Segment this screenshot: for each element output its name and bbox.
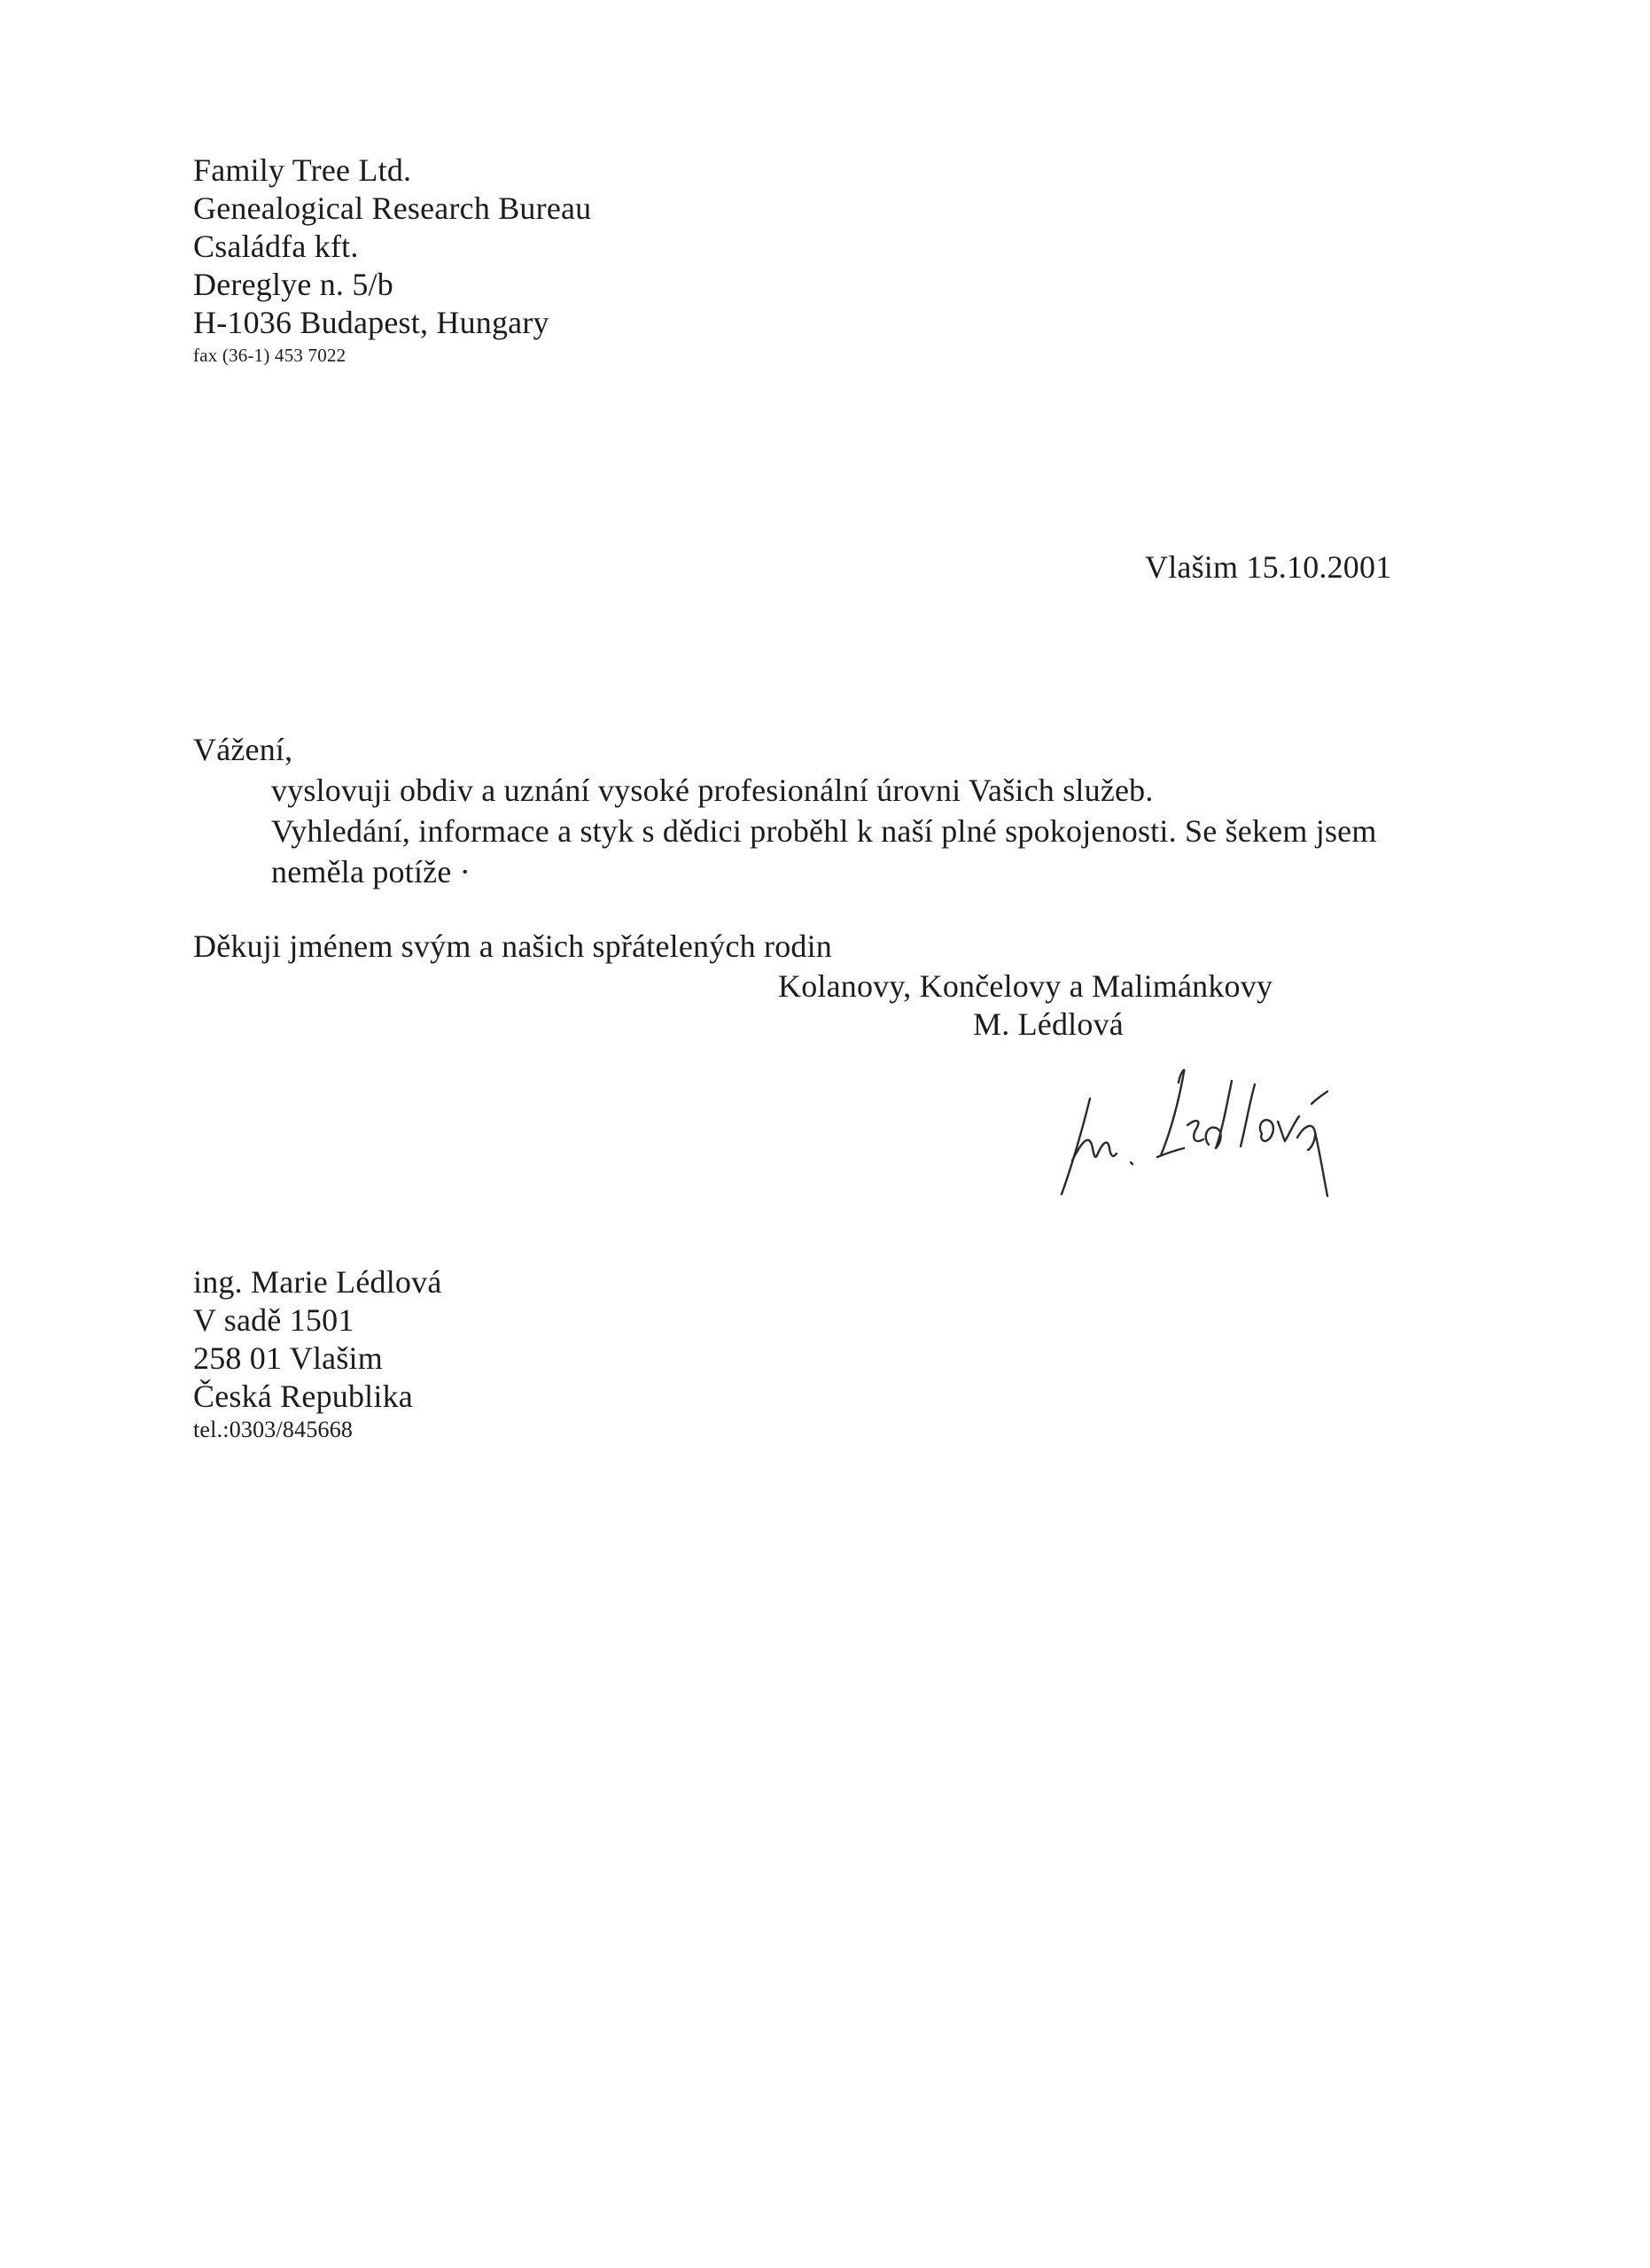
sender-line-hungarian-name: Családfa kft. bbox=[193, 229, 359, 264]
sender-fax: fax (36-1) 453 7022 bbox=[193, 345, 346, 366]
recipient-street: V sadě 1501 bbox=[193, 1302, 354, 1338]
signed-name: M. Lédlová bbox=[973, 1006, 1124, 1042]
sender-line-company: Family Tree Ltd. bbox=[193, 152, 412, 188]
handwritten-signature bbox=[1046, 1063, 1347, 1205]
thanks-line: Děkuji jménem svým a našich spřátelených rodin bbox=[193, 928, 833, 964]
paragraph-1: vyslovuji obdiv a uznání vysoké profesionální úrovni Vašich služeb. bbox=[271, 773, 1154, 808]
salutation: Vážení, bbox=[193, 732, 293, 767]
recipient-phone: tel.:0303/845668 bbox=[193, 1417, 354, 1442]
families-line: Kolanovy, Končelovy a Malimánkovy bbox=[778, 968, 1273, 1004]
recipient-name: ing. Marie Lédlová bbox=[193, 1264, 442, 1300]
sender-line-street: Dereglye n. 5/b bbox=[193, 267, 393, 302]
paragraph-2-line-1: Vyhledání, informace a styk s dědici proběhl k naší plné spokojenosti. Se šekem jsem bbox=[271, 813, 1377, 849]
date-line: Vlašim 15.10.2001 bbox=[1145, 549, 1392, 585]
sender-line-city: H-1036 Budapest, Hungary bbox=[193, 305, 549, 340]
recipient-country: Česká Republika bbox=[193, 1379, 413, 1414]
recipient-city: 258 01 Vlašim bbox=[193, 1340, 383, 1376]
sender-line-bureau: Genealogical Research Bureau bbox=[193, 190, 592, 226]
paragraph-2-line-2: neměla potíže · bbox=[271, 854, 471, 889]
